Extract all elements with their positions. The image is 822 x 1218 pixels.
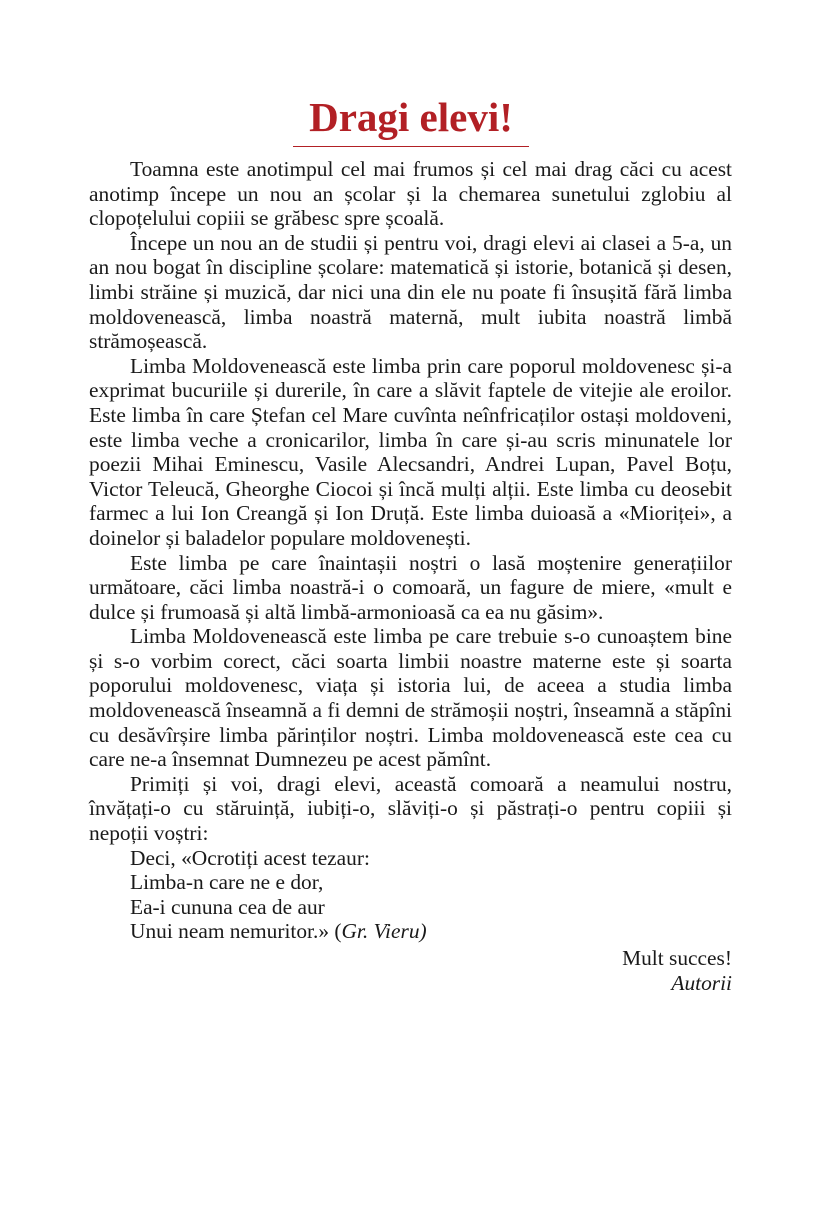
poem-quote (89, 846, 732, 944)
paragraph: Limba Moldovenească este limba pe care trebuie s-o cunoaștem bine și s-o vorbim corect, căci soarta limbii noastre materne este și soarta poporului moldovenesc, viața și istoria lui, de aceea a studia limba moldovenească înseamnă a fi demni de strămoșii noștri, înseamnă a stăpîni cu desăvîrșire limba părinților noștri. Limba moldovenească este cea cu care ne-a însemnat Dumnezeu pe acest pămînt. (89, 624, 732, 772)
poem-line-text: Unui neam nemuritor.» ( (130, 919, 342, 944)
paragraph: Primiți și voi, dragi elevi, această comoară a neamului nostru, învățați-o cu stăruință, iubiți-o, slăviți-o și păstrați-o pentru copiii și nepoții voștri: (89, 771, 732, 846)
poem-line: Ea-i cununa cea de aur (130, 894, 325, 919)
page-title: Dragi elevi! (309, 94, 513, 140)
closing-wish: Mult succes! (622, 946, 732, 970)
letter-body (89, 157, 732, 995)
paragraph: Este limba pe care înaintașii noștri o lasă moștenire generațiilor următoare, căci limba noastră-i o comoară, un fagure de miere, «mult e dulce și frumoasă și altă limbă-armonioasă ca ea nu găsim». (89, 550, 732, 624)
paragraph: Limba Moldovenească este limba prin care poporul moldovenesc și-a exprimat bucuriile și durerile, în care a slăvit faptele de vitejie ale eroilor. Este limba în care Ștefan cel Mare cuvînta neînfricaților ostași moldoveni, este limba veche a cronicarilor, limba în care și-au scris minunatele lor poezii Mihai Eminescu, Vasile Alecsandri, Andrei Lupan, Pavel Boțu, Victor Teleucă, Gheorghe Ciocoi și încă mulți alții. Este limba cu deosebit farmec a lui Ion Creangă și Ion Druță. Este limba duioasă a «Mioriței», a doinelor și baladelor populare moldovenești. (89, 353, 732, 550)
signature: Autorii (671, 970, 732, 995)
paragraph: Toamna este anotimpul cel mai frumos și cel mai drag căci cu acest anotimp începe un nou an școlar și la chemarea sunetului zglobiu al clopoțelului copiii se grăbesc spre școală. (89, 157, 732, 231)
poem-line: Limba-n care ne e dor, (130, 870, 324, 895)
poem-last-line (130, 919, 732, 944)
title-underline (293, 146, 529, 147)
poem-author: Gr. Vieru) (341, 919, 427, 944)
paragraph: Începe un nou an de studii și pentru voi, dragi elevi ai clasei a 5-a, un an nou bogat în discipline școlare: matematică și istorie, botanică și desen, limbi străine și muzică, dar nici una din ele nu poate fi însușită fără limba moldovenească, limba noastră maternă, mult iubita noastră limbă strămoșească. (89, 230, 732, 354)
poem-line: Deci, «Ocrotiți acest tezaur: (130, 845, 370, 870)
closing (89, 946, 732, 995)
